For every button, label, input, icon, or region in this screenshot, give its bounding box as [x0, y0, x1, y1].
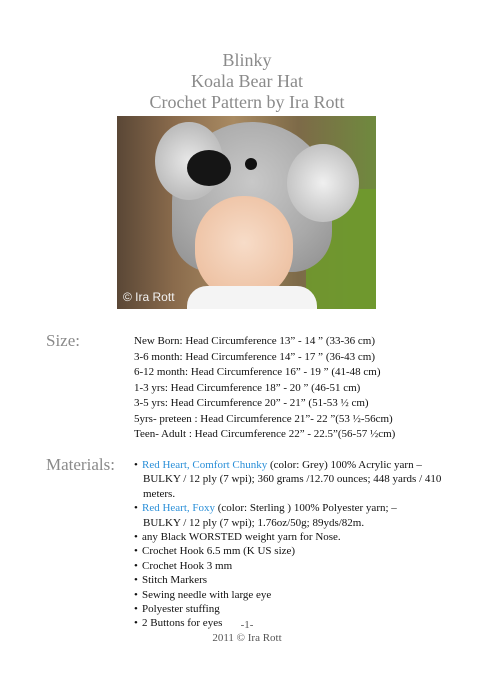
title-line-2: Koala Bear Hat — [191, 71, 303, 91]
photo-watermark: © Ira Rott — [123, 290, 175, 304]
yarn-link-foxy[interactable]: Red Heart, Foxy — [142, 502, 216, 515]
yarn-2-details: BULKY / 12 ply (7 wpi); 1.76oz/50g; 89yds/82m. — [143, 516, 365, 529]
yarn-link-comfort-chunky[interactable]: Red Heart, Comfort Chunky — [142, 459, 268, 471]
koala-hat-photo — [117, 116, 376, 309]
koala-nose — [187, 150, 231, 186]
size-item: New Born: Head Circumference 13” - 14 ” (33-36 cm) — [134, 335, 375, 347]
copyright-footer: 2011 © Ira Rott — [212, 632, 282, 644]
material-item: • 2 Buttons for eyes — [134, 617, 223, 630]
document-title — [0, 50, 494, 113]
bullet: • — [134, 617, 138, 630]
size-item: 1-3 yrs: Head Circumference 18” - 20 ” (46-51 cm) — [134, 381, 361, 394]
yarn-2-description: (color: Sterling ) 100% Polyester yarn; – — [215, 502, 397, 515]
bullet: • — [134, 559, 138, 572]
material-item: • Sewing needle with large eye — [134, 588, 272, 601]
material-item: • Crochet Hook 3 mm — [134, 559, 233, 572]
page-number: -1- — [240, 619, 254, 631]
koala-eye — [245, 158, 257, 170]
size-list — [134, 334, 395, 443]
koala-ear-right — [287, 144, 359, 222]
material-item: • Crochet Hook 6.5 mm (K US size) — [134, 545, 296, 558]
baby-shirt — [187, 286, 317, 309]
materials-list — [134, 458, 464, 631]
size-item: 3-6 month: Head Circumference 14” - 17 ” (36-43 cm) — [134, 350, 375, 363]
bullet: • — [134, 531, 138, 544]
material-item: • Polyester stuffing — [134, 603, 220, 616]
material-item-yarn-1 — [134, 458, 464, 501]
bullet: • — [134, 459, 138, 471]
bullet: • — [134, 588, 138, 601]
size-item: 6-12 month: Head Circumference 16” - 19 ” (41-48 cm) — [134, 366, 381, 378]
yarn-1-description: (color: Grey) 100% Acrylic yarn – — [267, 459, 422, 471]
size-label: Size: — [46, 331, 80, 350]
yarn-1-details: BULKY / 12 ply (7 wpi); 360 grams /12.70 ounces; 448 yards / 410 meters. — [143, 473, 442, 500]
bullet: • — [134, 502, 138, 515]
bullet: • — [134, 545, 138, 558]
materials-label: Materials: — [46, 455, 115, 474]
material-item: • Stitch Markers — [134, 574, 208, 587]
title-line-1: Blinky — [222, 50, 272, 70]
size-item: 3-5 yrs: Head Circumference 20” - 21” (51-53 ½ cm) — [134, 397, 369, 409]
material-item: • any Black WORSTED weight yarn for Nose. — [134, 531, 341, 544]
size-item: Teen- Adult : Head Circumference 22” - 22.5”(56-57 ½cm) — [134, 428, 396, 440]
title-line-3: Crochet Pattern by Ira Rott — [149, 92, 345, 112]
size-item: 5yrs- preteen : Head Circumference 21”- 22 ”(53 ½-56cm) — [134, 412, 393, 425]
bullet: • — [134, 574, 138, 587]
baby-face — [195, 196, 293, 300]
bullet: • — [134, 603, 138, 616]
material-item-yarn-2 — [134, 501, 464, 530]
